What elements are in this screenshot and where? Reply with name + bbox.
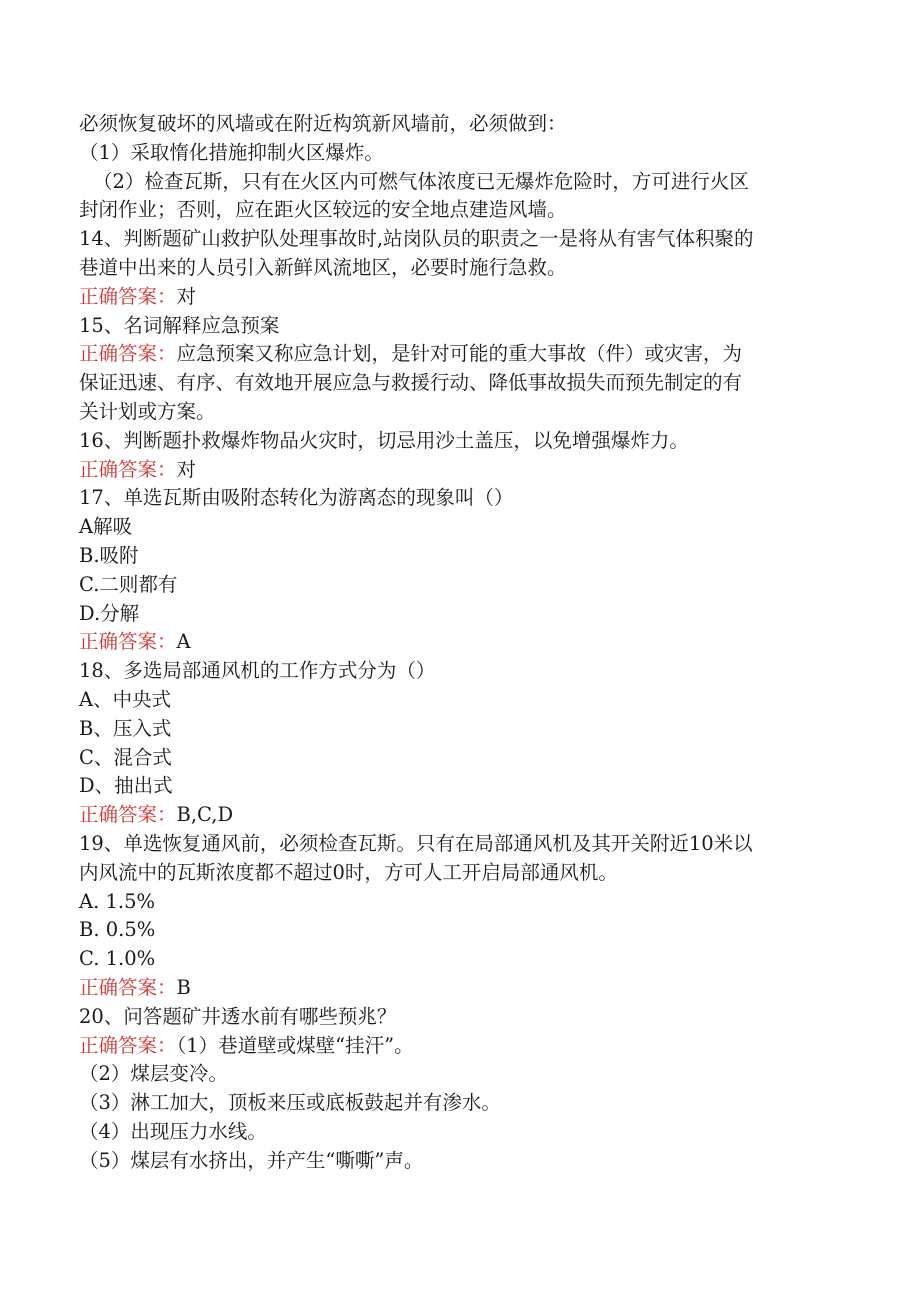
answer-label: 正确答案： bbox=[79, 630, 177, 654]
answer-line bbox=[79, 1032, 839, 1061]
answer-value: B,C,D bbox=[176, 803, 234, 827]
answer-label: 正确答案： bbox=[79, 342, 177, 366]
answer-value: 应急预案又称应急计划，是针对可能的重大事故（件）或灾害，为 bbox=[176, 342, 743, 366]
text-line: 封闭作业；否则，应在距火区较远的安全地点建造风墙。 bbox=[79, 198, 567, 222]
answer-label: 正确答案： bbox=[79, 803, 177, 827]
option-line: C.二则都有 bbox=[79, 572, 178, 596]
question-line: 17、单选瓦斯由吸附态转化为游离态的现象叫（） bbox=[79, 486, 514, 510]
option-line: B. 0.5% bbox=[79, 918, 156, 942]
option-line: C. 1.0% bbox=[79, 947, 156, 971]
answer-value: （1）巷道壁或煤壁“挂汗”。 bbox=[176, 1033, 414, 1057]
answer-label: 正确答案： bbox=[79, 1033, 177, 1057]
option-line: D、抽出式 bbox=[79, 774, 173, 798]
question-line: 14、判断题矿山救护队处理事故时,站岗队员的职责之一是将从有害气体积聚的 bbox=[79, 227, 754, 251]
answer-value: B bbox=[176, 975, 191, 999]
option-line: D.分解 bbox=[79, 601, 140, 625]
answer-value: 对 bbox=[176, 284, 197, 308]
option-line: A解吸 bbox=[79, 515, 133, 539]
question-line: 19、单选恢复通风前，必须检查瓦斯。只有在局部通风机及其开关附近10米以 bbox=[79, 831, 753, 855]
question-line: 20、问答题矿井透水前有哪些预兆？ bbox=[79, 1004, 397, 1028]
answer-line bbox=[79, 340, 839, 369]
option-line: A、中央式 bbox=[79, 687, 172, 711]
text-line: 关计划或方案。 bbox=[79, 399, 216, 423]
option-line: A. 1.5% bbox=[79, 889, 156, 913]
answer-label: 正确答案： bbox=[79, 975, 177, 999]
answer-line bbox=[79, 974, 839, 1003]
option-line: C、混合式 bbox=[79, 745, 172, 769]
question-line: 16、判断题扑救爆炸物品火灾时，切忌用沙土盖压，以免增强爆炸力。 bbox=[79, 428, 689, 452]
document-page bbox=[79, 110, 839, 1175]
answer-line bbox=[79, 801, 839, 830]
text-line: （2）检查瓦斯，只有在火区内可燃气体浓度已无爆炸危险时，方可进行火区 bbox=[93, 169, 749, 193]
text-line: 必须恢复破坏的风墙或在附近构筑新风墙前，必须做到： bbox=[79, 112, 567, 135]
answer-line bbox=[79, 456, 839, 485]
text-line: 保证迅速、有序、有效地开展应急与救援行动、降低事故损失而预先制定的有 bbox=[79, 371, 743, 395]
answer-label: 正确答案： bbox=[79, 457, 177, 481]
text-line: （3）淋工加大，顶板来压或底板鼓起并有渗水。 bbox=[79, 1091, 501, 1115]
text-line: （5）煤层有水挤出，并产生“嘶嘶”声。 bbox=[79, 1148, 424, 1172]
text-line: （4）出现压力水线。 bbox=[79, 1119, 267, 1143]
option-line: B、压入式 bbox=[79, 716, 172, 740]
answer-value: 对 bbox=[176, 457, 197, 481]
text-line: 内风流中的瓦斯浓度都不超过0时，方可人工开启局部通风机。 bbox=[79, 860, 618, 884]
option-line: B.吸附 bbox=[79, 543, 139, 567]
answer-value: A bbox=[176, 630, 191, 654]
question-line: 15、名词解释应急预案 bbox=[79, 313, 280, 337]
answer-line bbox=[79, 283, 839, 312]
answer-label: 正确答案： bbox=[79, 284, 177, 308]
text-line: （2）煤层变冷。 bbox=[79, 1062, 228, 1086]
text-line: 巷道中出来的人员引入新鲜风流地区，必要时施行急救。 bbox=[79, 255, 567, 279]
text-line: （1）采取惰化措施抑制火区爆炸。 bbox=[79, 140, 384, 164]
answer-line bbox=[79, 628, 839, 657]
question-line: 18、多选局部通风机的工作方式分为（） bbox=[79, 659, 436, 683]
